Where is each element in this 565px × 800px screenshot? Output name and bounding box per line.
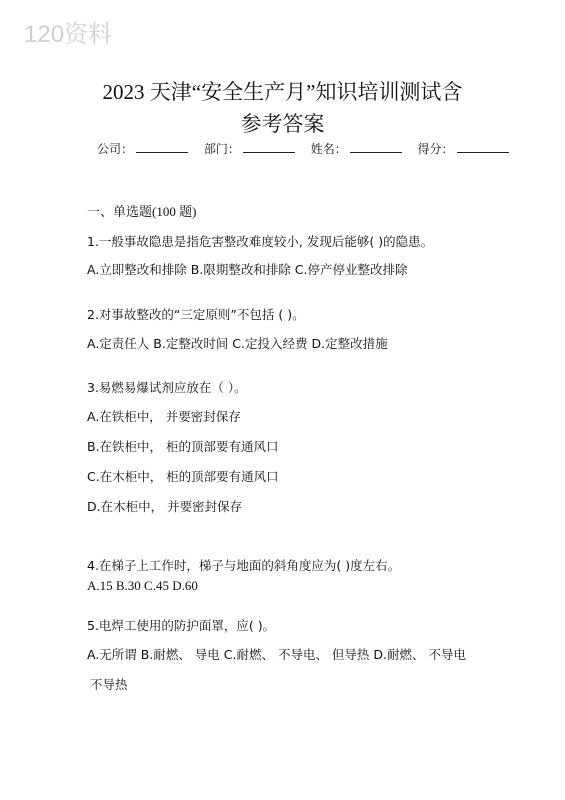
score-blank <box>457 140 509 153</box>
question-stem: 5.电焊工使用的防护面罩，应( )。 <box>87 618 276 633</box>
question-option-continuation: 不导热 <box>90 677 128 692</box>
section-heading: 一、单选题(100 题) <box>87 204 197 219</box>
question-option: A.15 B.30 C.45 D.60 <box>87 578 198 593</box>
question-option: B.在铁柜中， 柜的顶部要有通风口 <box>87 439 279 454</box>
question-stem: 2.对事故整改的“三定原则”不包括 ( )。 <box>87 307 305 322</box>
info-row <box>97 140 521 157</box>
info-label-department: 部门： <box>203 142 240 156</box>
watermark: 120资料 <box>24 21 113 48</box>
name-blank <box>350 140 402 153</box>
question-option: A.在铁柜中， 并要密封保存 <box>87 409 241 424</box>
question-option: A.无所谓 B.耐燃、 导电 C.耐燃、 不导电、 但导热 D.耐燃、 不导电 <box>87 647 466 662</box>
question-stem: 3.易燃易爆试剂应放在（ ）。 <box>87 380 247 395</box>
company-blank <box>136 140 188 153</box>
info-label-score: 得分： <box>417 142 454 156</box>
info-label-name: 姓名： <box>310 142 347 156</box>
question-stem: 4.在梯子上工作时，梯子与地面的斜角度应为( )度左右。 <box>87 558 401 573</box>
info-label-company: 公司： <box>97 142 134 156</box>
question-option: A.定责任人 B.定整改时间 C.定投入经费 D.定整改措施 <box>87 336 388 351</box>
department-blank <box>243 140 295 153</box>
document-title: 2023 天津“安全生产月”知识培训测试含 <box>102 80 463 104</box>
question-option: C.在木柜中， 柜的顶部要有通风口 <box>87 469 279 484</box>
question-option: D.在木柜中， 并要密封保存 <box>87 499 243 514</box>
question-option: A.立即整改和排除 B.限期整改和排除 C.停产停业整改排除 <box>87 262 408 277</box>
document-subtitle: 参考答案 <box>240 112 325 136</box>
question-stem: 1.一般事故隐患是指危害整改难度较小, 发现后能够( )的隐患。 <box>87 234 434 249</box>
